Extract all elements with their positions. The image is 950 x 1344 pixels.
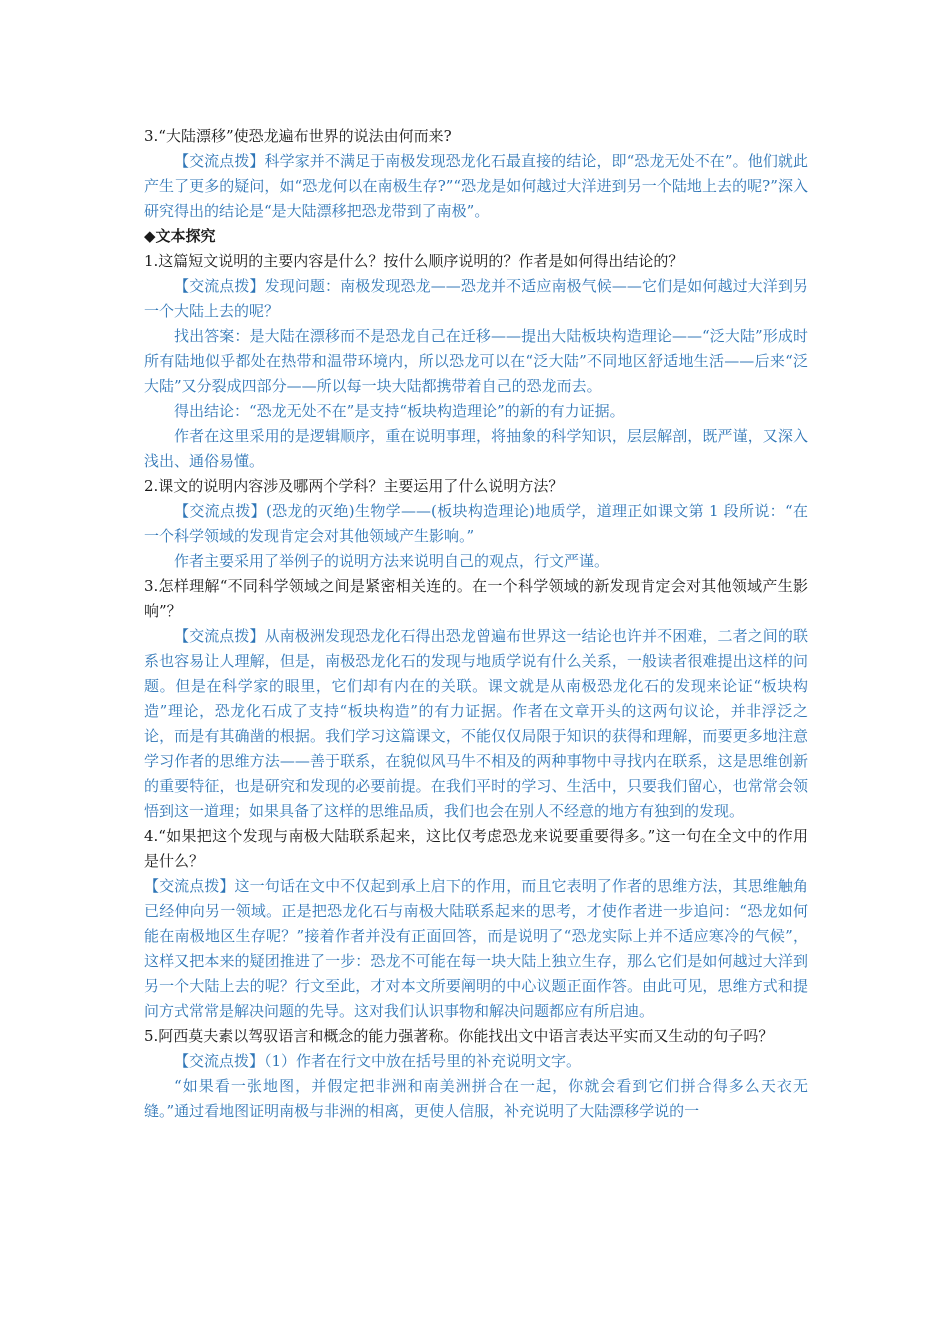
question-5: 5.阿西莫夫素以驾驭语言和概念的能力强著称。你能找出文中语言表达平实而又生动的句子吗？ (144, 1027, 774, 1045)
answer-1-part-4: 作者在这里采用的是逻辑顺序，重在说明事理，将抽象的科学知识，层层解剖，既严谨，又深入浅出、通俗易懂。 (144, 427, 808, 470)
answer-3: 【交流点拨】从南极洲发现恐龙化石得出恐龙曾遍布世界这一结论也许并不困难，二者之间的联系也容易让人理解，但是，南极恐龙化石的发现与地质学说有什么关系，一般读者很难提出这样的问题。但是在科学家的眼里，它们却有内在的关联。课文就是从南极恐龙化石的发现来论证“板块构造”理论，恐龙化石成了支持“板块构造”的有力证据。作者在文章开头的这两句议论，并非浮泛之论，而是有其确凿的根据。我们学习这篇课文，不能仅仅局限于知识的获得和理解，而要更多地注意学习作者的思维方法——善于联系，在貌似风马牛不相及的两种事物中寻找内在联系，这是思维创新的重要特征，也是研究和发现的必要前提。在我们平时的学习、生活中，只要我们留心，也常常会领悟到这一道理；如果具备了这样的思维品质，我们也会在别人不经意的地方有独到的发现。 (144, 627, 808, 820)
answer-3-drift: 【交流点拨】科学家并不满足于南极发现恐龙化石最直接的结论，即“恐龙无处不在”。他们就此产生了更多的疑问，如“恐龙何以在南极生存?”“恐龙是如何越过大洋进到另一个陆地上去的呢?”深入研究得出的结论是“是大陆漂移把恐龙带到了南极”。 (144, 152, 808, 220)
answer-1-part-1: 【交流点拨】发现问题：南极发现恐龙——恐龙并不适应南极气候——它们是如何越过大洋到另一个大陆上去的呢？ (144, 277, 808, 320)
answer-4: 【交流点拨】这一句话在文中不仅起到承上启下的作用，而且它表明了作者的思维方法，其思维触角已经伸向另一领域。正是把恐龙化石与南极大陆联系起来的思考，才使作者进一步追问：“恐龙如何能在南极地区生存呢？”接着作者并没有正面回答，而是说明了“恐龙实际上并不适应寒冷的气候”，这样又把本来的疑团推进了一步：恐龙不可能在每一块大陆上独立生存，那么它们是如何越过大洋到另一个大陆上去的呢？行文至此，才对本文所要阐明的中心议题正面作答。由此可见，思维方式和提问方式常常是解决问题的先导。这对我们认识事物和解决问题都应有所启迪。 (144, 877, 808, 1020)
answer-2-part-1: 【交流点拨】(恐龙的灭绝)生物学——(板块构造理论)地质学，道理正如课文第 1 段所说：“在一个科学领域的发现肯定会对其他领域产生影响。” (144, 502, 808, 545)
question-4: 4.“如果把这个发现与南极大陆联系起来，这比仅考虑恐龙来说要重要得多。”这一句在全文中的作用是什么？ (144, 827, 808, 870)
answer-2-part-2: 作者主要采用了举例子的说明方法来说明自己的观点，行文严谨。 (174, 552, 610, 570)
answer-1-part-2: 找出答案：是大陆在漂移而不是恐龙自己在迁移——提出大陆板块构造理论——“泛大陆”形成时所有陆地似乎都处在热带和温带环境内，所以恐龙可以在“泛大陆”不同地区舒适地生活——后来“泛大陆”又分裂成四部分——所以每一块大陆都携带着自己的恐龙而去。 (144, 327, 808, 395)
question-3-drift: 3.“大陆漂移”使恐龙遍布世界的说法由何而来? (144, 127, 452, 145)
question-1: 1.这篇短文说明的主要内容是什么？按什么顺序说明的？作者是如何得出结论的？ (144, 252, 684, 270)
section-heading: ◆文本探究 (144, 227, 216, 245)
question-2: 2.课文的说明内容涉及哪两个学科？主要运用了什么说明方法？ (144, 477, 564, 495)
answer-1-part-3: 得出结论：“恐龙无处不在”是支持“板块构造理论”的新的有力证据。 (174, 402, 625, 420)
question-3: 3.怎样理解“不同科学领域之间是紧密相关连的。在一个科学领域的新发现肯定会对其他领域产生影响”？ (144, 577, 808, 620)
document-page (144, 124, 808, 1124)
answer-5-part-1: 【交流点拨】（1）作者在行文中放在括号里的补充说明文字。 (174, 1052, 582, 1070)
answer-5-part-2: “如果看一张地图，并假定把非洲和南美洲拼合在一起，你就会看到它们拼合得多么天衣无缝。”通过看地图证明南极与非洲的相离，更使人信服，补充说明了大陆漂移学说的一 (144, 1077, 808, 1120)
